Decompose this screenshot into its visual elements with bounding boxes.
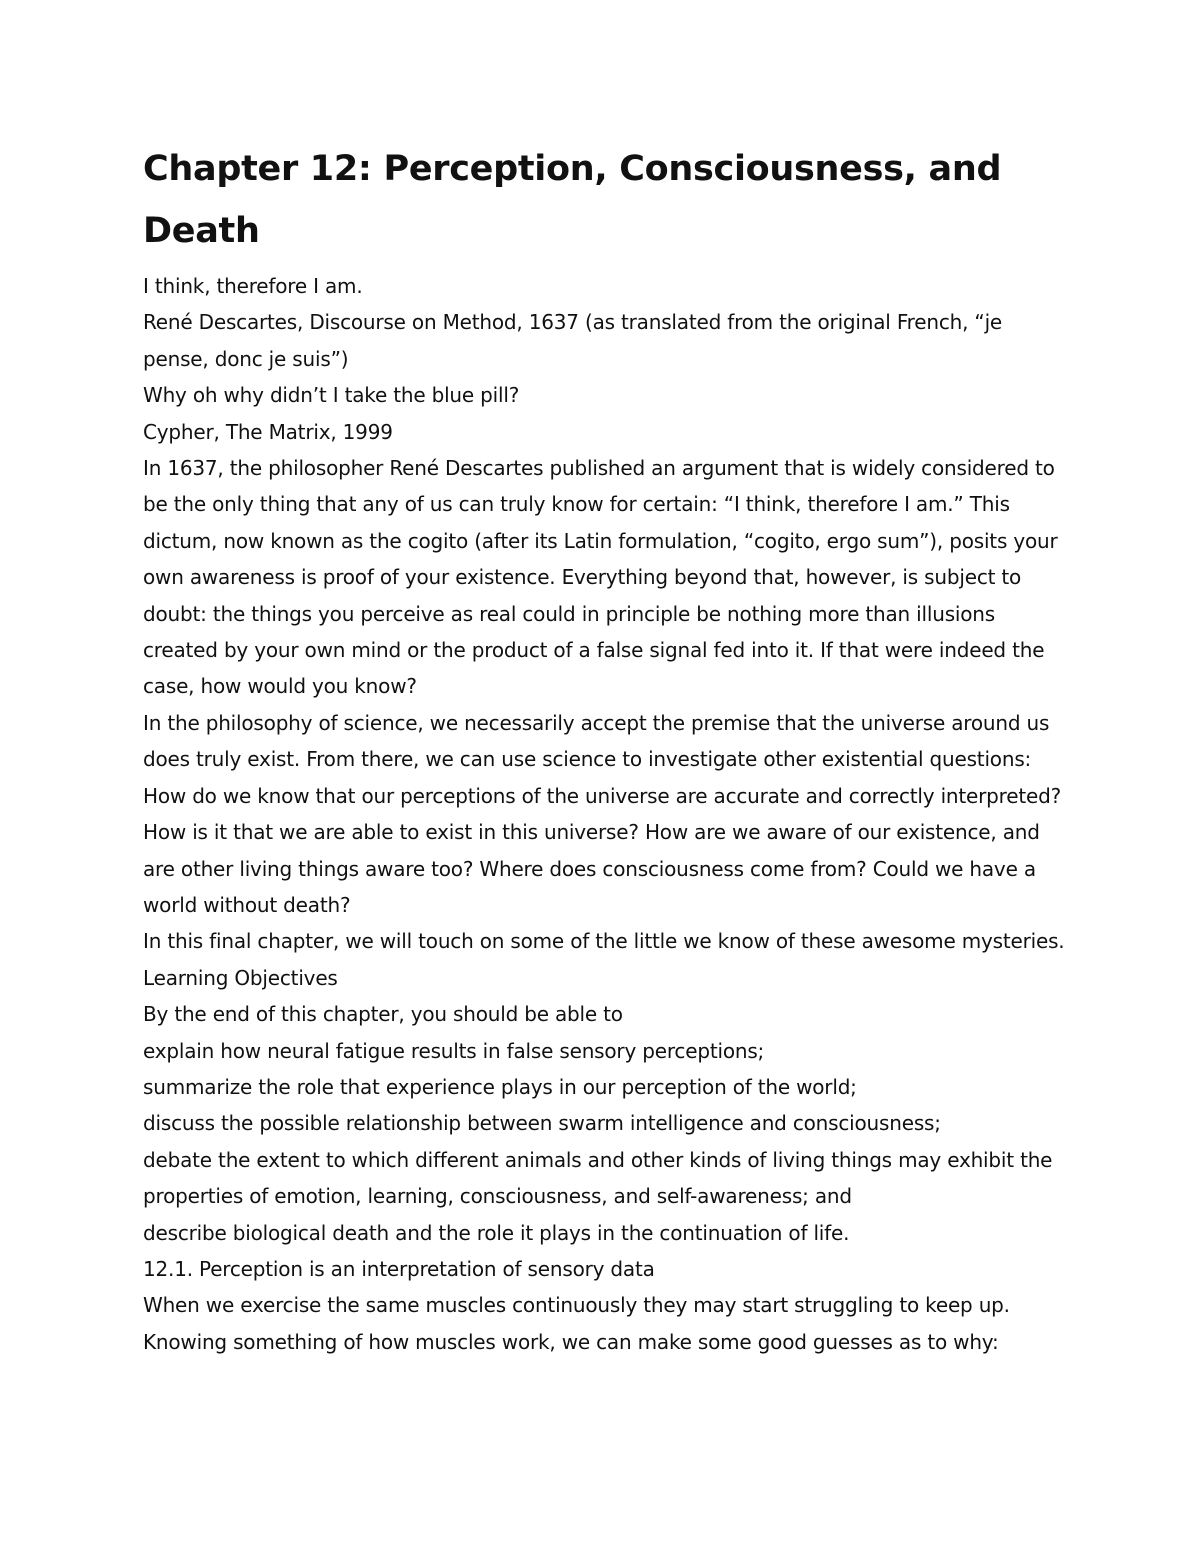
objective-item: describe biological death and the role it plays in the continuation of life. bbox=[143, 1220, 850, 1245]
epigraph-quote: Why oh why didn’t I take the blue pill? bbox=[143, 383, 520, 408]
objectives-intro: By the end of this chapter, you should be able to bbox=[143, 1002, 623, 1027]
body-paragraph: In this final chapter, we will touch on some of the little we know of these awesome mysteries. bbox=[143, 929, 1065, 954]
section-heading: 12.1. Perception is an interpretation of sensory data bbox=[143, 1256, 655, 1281]
objective-item: explain how neural fatigue results in false sensory perceptions; bbox=[143, 1038, 765, 1063]
objective-item: debate the extent to which different animals and other kinds of living things may exhibit the properties of emotion, learning, consciousness, and self-awareness; and bbox=[143, 1147, 1053, 1209]
body-paragraph: In the philosophy of science, we necessarily accept the premise that the universe around us does truly exist. From there, we can use science to investigate other existential questions: How do we know that our perceptions of the universe are accurate and correctly interpreted? How is it that we are able to exist in this universe? How are we aware of our existence, and are other living things aware too? Where does consciousness come from? Could we have a world without death? bbox=[143, 710, 1062, 917]
body-paragraph: In 1637, the philosopher René Descartes published an argument that is widely considered to be the only thing that any of us can truly know for certain: “I think, therefore I am.” This dictum, now known as the cogito (after its Latin formulation, “cogito, ergo sum”), posits your own awareness is proof of your existence. Everything beyond that, however, is subject to doubt: the things you perceive as real could in principle be nothing more than illusions created by your own mind or the product of a false signal fed into it. If that were indeed the case, how would you know? bbox=[143, 456, 1058, 699]
document-page bbox=[143, 138, 1068, 1360]
objectives-list bbox=[143, 1033, 1068, 1251]
chapter-title: Chapter 12: Perception, Consciousness, and Death bbox=[143, 149, 1002, 251]
epigraph-source: René Descartes, Discourse on Method, 1637 (as translated from the original French, “je pense, donc je suis”) bbox=[143, 310, 1003, 371]
objectives-heading: Learning Objectives bbox=[143, 965, 338, 990]
epigraph-quote: I think, therefore I am. bbox=[143, 274, 363, 298]
epigraph-source: Cypher, The Matrix, 1999 bbox=[143, 419, 393, 444]
body-paragraph: When we exercise the same muscles continuously they may start struggling to keep up. Knowing something of how muscles work, we can make some good guesses as to why: bbox=[143, 1293, 1010, 1354]
objective-item: summarize the role that experience plays in our perception of the world; bbox=[143, 1074, 857, 1099]
objective-item: discuss the possible relationship between swarm intelligence and consciousness; bbox=[143, 1111, 941, 1136]
